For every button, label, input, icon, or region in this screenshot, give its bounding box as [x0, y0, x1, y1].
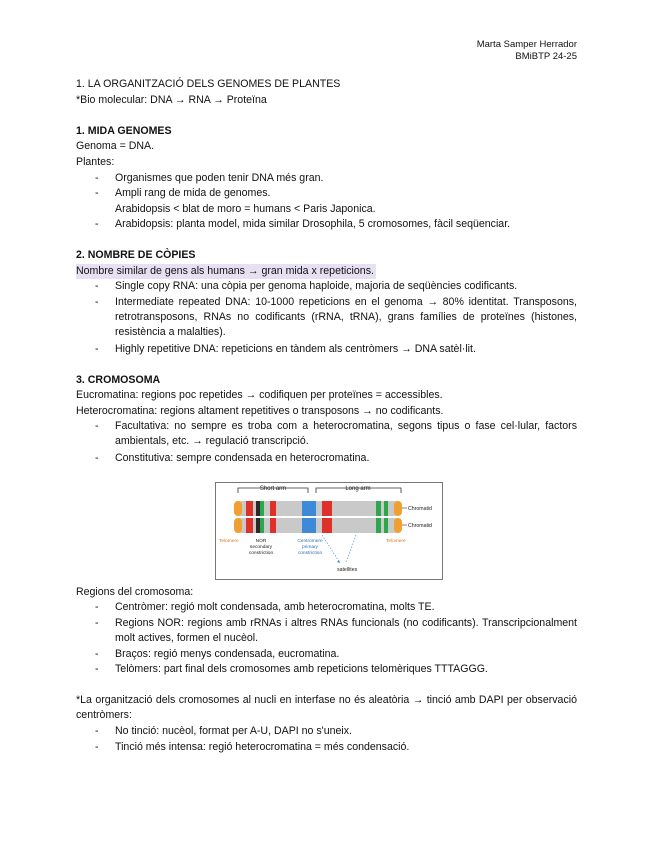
nor-label: NOR: [255, 539, 267, 544]
section-title-mida: 1. MIDA GENOMES: [76, 125, 172, 137]
list-item: Constitutiva: sempre condensada en heterocromatina.: [115, 452, 370, 464]
paragraph-line: Regions del cromosoma:: [76, 586, 194, 598]
list-item: Centròmer: regió molt condensada, amb heterocromatina, molts TE.: [115, 601, 435, 613]
list-item: No tinció: nucèol, format per A-U, DAPI no s'uneix.: [115, 725, 352, 737]
list-item: Telòmers: part final dels cromosomes amb repeticions telomèriques TTTAGGG.: [115, 663, 488, 675]
list-item-continuation: Arabidopsis < blat de moro = humans < Paris Japonica.: [115, 203, 376, 215]
bullet-dash: -: [95, 218, 99, 230]
list-item: Single copy RNA: una còpia per genoma haploide, majoria de seqüències codificants.: [115, 280, 518, 292]
centromere-label: Centromere: [297, 539, 323, 544]
euchromatin-band: [376, 501, 381, 516]
telomere-label-right: Telomere: [386, 539, 406, 544]
list-item: Tinció més intensa: regió heterocromatina = més condensació.: [115, 741, 410, 753]
centromere-band: [302, 518, 316, 533]
centromere-label: primary: [302, 545, 318, 550]
bullet-dash: -: [95, 172, 99, 184]
list-item: Arabidopsis: planta model, mida similar Drosophila, 5 cromosomes, fàcil seqüenciar.: [115, 218, 511, 230]
list-item: Highly repetitive DNA: repeticions en tàndem als centròmers → DNA satèl·lit.: [115, 343, 476, 355]
nor-band: [256, 518, 260, 533]
section-title-cromosoma: 3. CROMOSOMA: [76, 374, 161, 386]
paragraph-line: Eucromatina: regions poc repetides → codifiquen per proteïnes = accessibles.: [76, 389, 443, 401]
section-title-copies: 2. NOMBRE DE CÒPIES: [76, 249, 196, 261]
list-item: Facultativa: no sempre es troba com a heterocromatina, segons tipus o fase cel·lular, factors ambientals, etc. → regulació transcripció.: [115, 420, 577, 447]
centromere-band: [302, 501, 316, 516]
bullet-dash: -: [95, 187, 99, 199]
note-paragraph: *La organització dels cromosomes al nucli en interfase no és aleatòria → tinció amb DAPI per observació centròmers:: [76, 694, 577, 721]
euchromatin-band: [260, 518, 264, 533]
telomere-label-left: Telomere: [219, 539, 239, 544]
list-item: Braços: regió menys condensada, eucromatina.: [115, 648, 340, 660]
list-item: Organismes que poden tenir DNA més gran.: [115, 172, 324, 184]
euchromatin-band: [376, 518, 381, 533]
heterochromatin-band: [270, 518, 276, 533]
bullet-dash: -: [95, 452, 99, 464]
telomere-right: [394, 501, 402, 516]
heterochromatin-band: [270, 501, 276, 516]
document-title: 1. LA ORGANITZACIÓ DELS GENOMES DE PLANTES: [76, 78, 341, 90]
telomere-left: [234, 518, 242, 533]
bullet-dash: -: [95, 617, 99, 629]
satellites-label: satellites: [337, 567, 358, 573]
header-author: Marta Samper Herrador: [476, 39, 577, 50]
highlighted-line: [76, 264, 376, 279]
paragraph-line: Genoma = DNA.: [76, 140, 155, 152]
heterochromatin-band: [246, 518, 253, 533]
chromatid-top: [234, 501, 402, 516]
heterochromatin-band: [322, 518, 332, 533]
list-item: Regions NOR: regions amb rRNAs i altres RNAs funcionals (no codificants). Transcripcionalment molt actives, formen el nucèol.: [115, 617, 577, 644]
chromatid-bottom: [234, 518, 402, 533]
list-item: Ampli rang de mida de genomes.: [115, 187, 271, 199]
bullet-dash: -: [95, 280, 99, 292]
intro-note: *Bio molecular: DNA → RNA → Proteïna: [76, 94, 267, 106]
nor-label: constriction: [248, 551, 274, 556]
euchromatin-band: [384, 501, 388, 516]
bullet-dash: -: [95, 343, 99, 355]
chromosome-figure: [215, 482, 443, 580]
paragraph-line: Plantes:: [76, 156, 115, 168]
paragraph-line: Heterocromatina: regions altament repetitives o transposons → no codificants.: [76, 405, 444, 417]
bullet-dash: -: [95, 648, 99, 660]
bullet-dash: -: [95, 663, 99, 675]
euchromatin-band: [384, 518, 388, 533]
chromatid-label: Chromatid: [408, 523, 432, 529]
bullet-dash: -: [95, 725, 99, 737]
chromatid-label: Chromatid: [408, 506, 432, 512]
short-arm-label: Short arm: [259, 486, 287, 492]
bullet-dash: -: [95, 420, 99, 432]
heterochromatin-band: [322, 501, 332, 516]
nor-label: secondary: [249, 545, 273, 550]
header-course: BMiBTP 24-25: [515, 51, 577, 62]
telomere-right: [394, 518, 402, 533]
nor-band: [256, 501, 260, 516]
bullet-dash: -: [95, 601, 99, 613]
bullet-dash: -: [95, 741, 99, 753]
heterochromatin-band: [246, 501, 253, 516]
chromosome-diagram: [216, 483, 442, 579]
long-arm-label: Long arm: [345, 486, 371, 492]
centromere-label: constriction: [297, 551, 323, 556]
text-highlight: Nombre similar de gens als humans → gran mida x repeticions.: [76, 265, 374, 277]
bullet-dash: -: [95, 296, 99, 308]
telomere-left: [234, 501, 242, 516]
list-item: Intermediate repeated DNA: 10-1000 repeticions en el genoma → 80% identitat. Transposons, retrotransposons, RNAs no codificants (rRNA, tRNA), grans famílies de proteïnes (histones, resistència a malalties).: [115, 296, 577, 338]
euchromatin-band: [260, 501, 264, 516]
